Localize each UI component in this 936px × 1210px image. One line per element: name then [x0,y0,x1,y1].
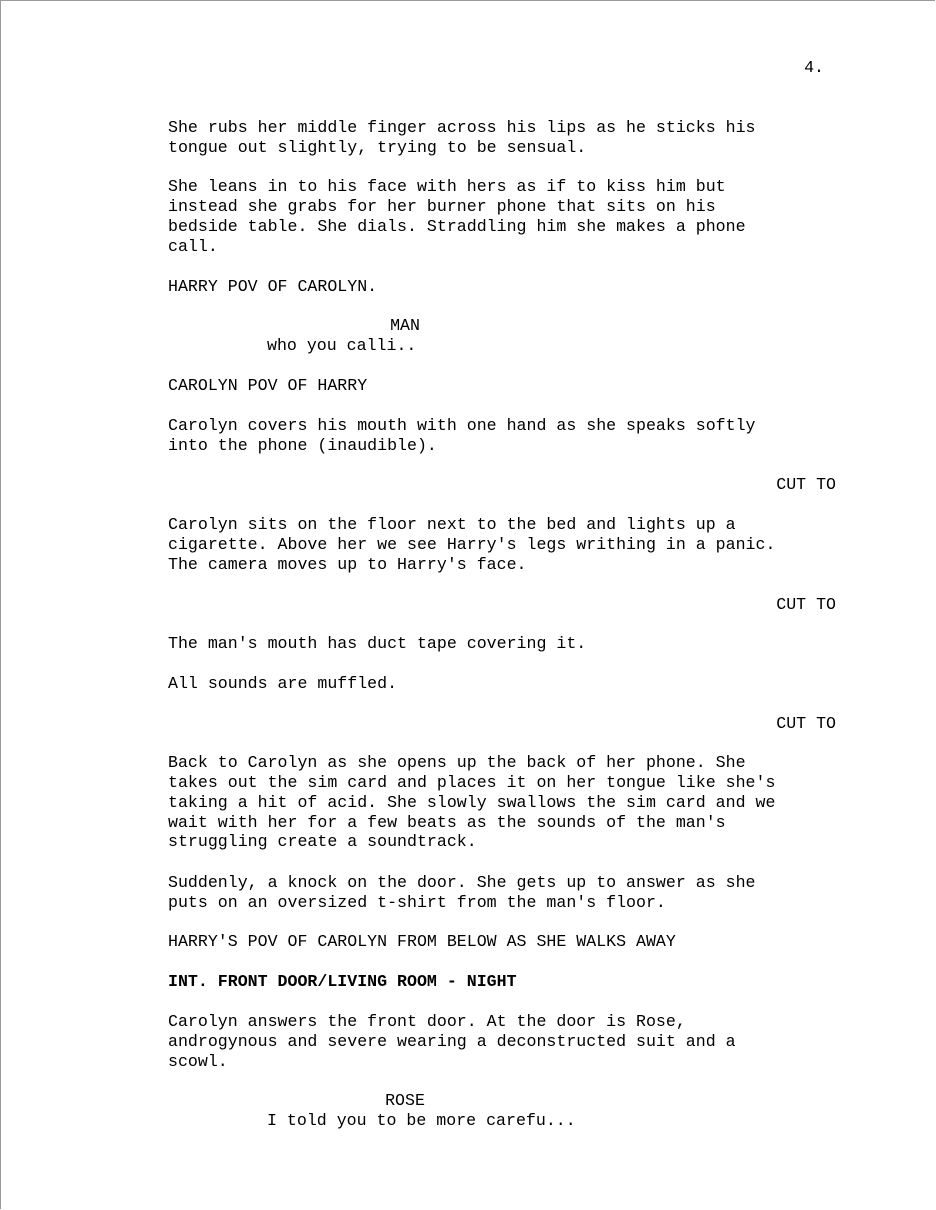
dialogue: who you calli.. [267,336,417,355]
action-paragraph: Carolyn sits on the floor next to the bed and lights up a cigarette. Above her we see Harry's legs writhing in a panic. The camera moves up to Harry's face. [168,515,776,574]
page-number: 4. [804,58,824,77]
character-name: ROSE [385,1091,425,1110]
action-paragraph: Suddenly, a knock on the door. She gets up to answer as she puts on an oversized t-shirt from the man's floor. [168,873,756,912]
action-paragraph: HARRY POV OF CAROLYN. [168,277,378,296]
action-paragraph: HARRY'S POV OF CAROLYN FROM BELOW AS SHE WALKS AWAY [168,932,676,951]
action-paragraph: Carolyn covers his mouth with one hand as she speaks softly into the phone (inaudible). [168,416,756,455]
action-paragraph: CAROLYN POV OF HARRY [168,376,368,395]
scene-heading: INT. FRONT DOOR/LIVING ROOM - NIGHT [168,972,517,991]
action-paragraph: She rubs her middle finger across his lips as he sticks his tongue out slightly, trying to be sensual. [168,118,756,157]
action-paragraph: All sounds are muffled. [168,674,398,693]
dialogue: I told you to be more carefu... [267,1111,576,1130]
transition: CUT TO [776,475,836,494]
action-paragraph: She leans in to his face with hers as if to kiss him but instead she grabs for her burner phone that sits on his bedside table. She dials. Straddling him she makes a phone call. [168,177,746,256]
transition: CUT TO [776,714,836,733]
transition: CUT TO [776,595,836,614]
character-name: MAN [390,316,420,335]
action-paragraph: The man's mouth has duct tape covering it. [168,634,587,653]
action-paragraph: Back to Carolyn as she opens up the back of her phone. She takes out the sim card and places it on her tongue like she's taking a hit of acid. She slowly swallows the sim card and we wait with her for a few beats as the sounds of the man's struggling create a soundtrack. [168,753,776,852]
action-paragraph: Carolyn answers the front door. At the door is Rose, androgynous and severe wearing a deconstructed suit and a scowl. [168,1012,736,1071]
